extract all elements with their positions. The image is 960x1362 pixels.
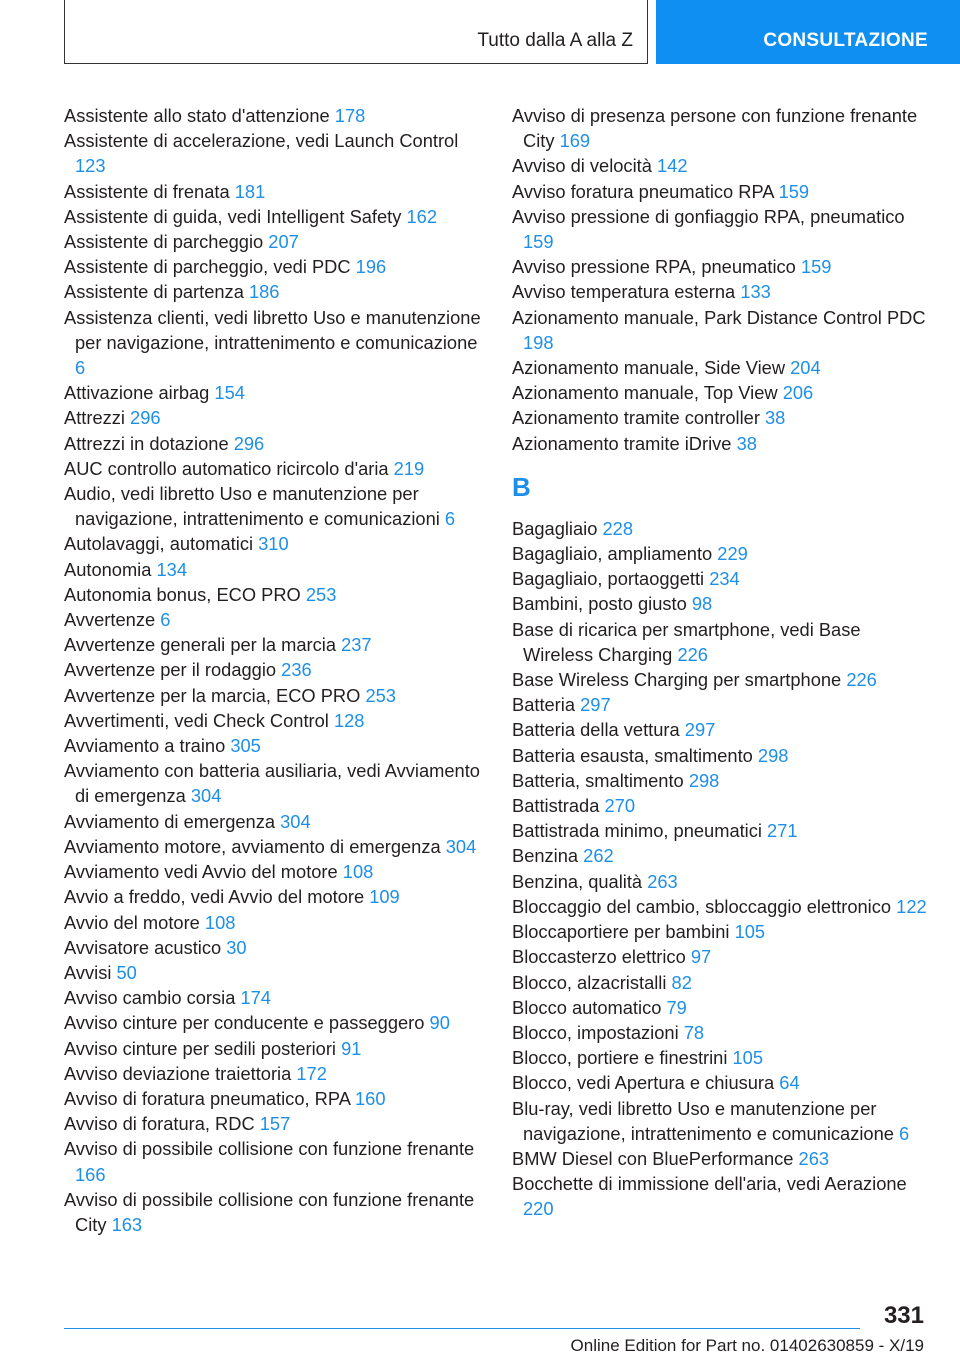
index-entry-page-link[interactable]: 142 — [656, 155, 688, 177]
index-entry-term: Assistente di parcheggio — [64, 231, 264, 253]
index-entry-page-link[interactable]: 298 — [757, 744, 789, 766]
index-entry-page-link[interactable]: 204 — [790, 357, 821, 379]
index-entry-term: AUC controllo automatico ricircolo d'aria — [64, 457, 389, 479]
index-entry — [512, 692, 932, 717]
index-entry — [64, 557, 484, 582]
index-entry-page-link[interactable]: 159 — [800, 256, 832, 278]
index-entry-page-link[interactable]: 304 — [190, 785, 222, 807]
index-entry — [64, 1036, 484, 1061]
index-entry-term: Blu-ray, vedi libretto Uso e manutenzione per navigazione, intrattenimento e comunicazione — [512, 1097, 894, 1144]
index-entry-term: Avvio a freddo, vedi Avvio del motore — [64, 886, 365, 908]
index-entry-page-link[interactable]: 6 — [160, 609, 171, 631]
index-entry-page-link[interactable]: 122 — [896, 895, 927, 917]
index-entry-term: Azionamento tramite iDrive — [512, 432, 732, 454]
index-entry — [512, 380, 932, 405]
index-entry — [64, 1136, 484, 1186]
index-entry-term: Blocco, vedi Apertura e chiusura — [512, 1072, 775, 1094]
index-entry-term: Autonomia — [64, 558, 152, 580]
index-entry — [512, 305, 932, 355]
index-entry — [512, 944, 932, 969]
index-entry — [64, 1111, 484, 1136]
index-entry — [64, 431, 484, 456]
index-entry-page-link[interactable]: 108 — [204, 911, 236, 933]
index-entry — [512, 818, 932, 843]
index-entry-page-link[interactable]: 166 — [75, 1163, 106, 1185]
index-entry — [512, 717, 932, 742]
index-entry — [512, 667, 932, 692]
index-entry-term: Attrezzi — [64, 407, 125, 429]
index-entry-term: Avviso cambio corsia — [64, 987, 236, 1009]
index-entry-page-link[interactable]: 263 — [647, 870, 678, 892]
index-entry-term: Benzina, qualità — [512, 870, 643, 892]
index-column-left — [64, 103, 484, 1237]
index-entry-term: Avvertenze — [64, 609, 156, 631]
index-group-b — [512, 516, 932, 1222]
index-entry-term: Blocco, portiere e finestrini — [512, 1047, 728, 1069]
index-entry-term: Batteria — [512, 694, 576, 716]
index-entry-term: Benzina — [512, 845, 579, 867]
index-entry-page-link[interactable]: 98 — [691, 593, 713, 615]
index-entry-term: Avviso di possibile collisione con funzione frenante City — [64, 1188, 475, 1235]
index-entry-term: Avviso temperatura esterna — [512, 281, 736, 303]
index-entry-page-link[interactable]: 79 — [666, 996, 687, 1018]
index-entry-page-link[interactable]: 234 — [709, 568, 740, 590]
index-entry — [512, 179, 932, 204]
index-entry-term: Avviso cinture per conducente e passeggero — [64, 1012, 425, 1034]
index-entry-term: Avviso di possibile collisione con funzione frenante — [64, 1138, 475, 1160]
index-entry-page-link[interactable]: 159 — [778, 180, 810, 202]
index-entry-term: Avviso di foratura pneumatico, RPA — [64, 1087, 350, 1109]
index-entry — [64, 481, 484, 531]
index-entry-page-link[interactable]: 134 — [156, 558, 188, 580]
index-entry — [64, 859, 484, 884]
index-entry-term: Batteria, smaltimento — [512, 769, 684, 791]
index-entry — [512, 103, 932, 153]
index-entry-term: Bloccasterzo elettrico — [512, 946, 686, 968]
index-entry — [512, 1146, 932, 1171]
index-entry-term: Bambini, posto giusto — [512, 593, 687, 615]
index-entry-page-link[interactable]: 253 — [305, 583, 337, 605]
index-entry-page-link[interactable]: 123 — [75, 155, 106, 177]
index-entry — [64, 758, 484, 808]
index-entry-term: Avviso deviazione traiettoria — [64, 1062, 292, 1084]
index-entry-page-link[interactable]: 159 — [523, 231, 554, 253]
index-entry-term: Avviamento di emergenza — [64, 810, 276, 832]
index-entry-term: Base di ricarica per smartphone, vedi Base Wireless Charging — [512, 618, 861, 665]
index-entry-term: Audio, vedi libretto Uso e manutenzione per navigazione, intrattenimento e comunicazioni — [64, 483, 440, 530]
index-entry — [512, 743, 932, 768]
index-entry-page-link[interactable]: 207 — [268, 231, 299, 253]
index-entry — [512, 566, 932, 591]
index-entry — [512, 355, 932, 380]
index-entry — [64, 935, 484, 960]
index-entry-page-link[interactable]: 228 — [602, 517, 633, 539]
index-entry — [512, 1171, 932, 1221]
index-entry-page-link[interactable]: 310 — [258, 533, 289, 555]
footer-rule — [64, 1328, 860, 1329]
index-entry — [512, 279, 932, 304]
index-entry — [64, 1086, 484, 1111]
index-entry-page-link[interactable]: 262 — [583, 845, 614, 867]
index-entry-page-link[interactable]: 133 — [740, 281, 771, 303]
index-entry-term: Bocchette di immissione dell'aria, vedi Aerazione — [512, 1173, 907, 1195]
index-entry-page-link[interactable]: 297 — [684, 719, 716, 741]
index-entry — [64, 103, 484, 128]
index-entry-term: Bloccaggio del cambio, sbloccaggio elettronico — [512, 895, 892, 917]
index-entry-term: Autonomia bonus, ECO PRO — [64, 583, 301, 605]
index-entry-page-link[interactable]: 297 — [580, 694, 611, 716]
index-entry-page-link[interactable]: 174 — [240, 987, 271, 1009]
index-entry — [512, 1096, 932, 1146]
index-entry — [64, 1187, 484, 1237]
index-entry-term: Assistente di guida, vedi Intelligent Safety — [64, 205, 402, 227]
index-entry-term: Assistente di accelerazione, vedi Launch Control — [64, 130, 459, 152]
index-entry-page-link[interactable]: 298 — [688, 769, 720, 791]
index-entry-page-link[interactable]: 181 — [234, 180, 266, 202]
index-entry-term: Avviso foratura pneumatico RPA — [512, 180, 774, 202]
index-entry-page-link[interactable]: 38 — [765, 407, 786, 429]
index-entry-page-link[interactable]: 157 — [259, 1113, 291, 1135]
index-entry-term: Avvio del motore — [64, 911, 200, 933]
index-entry-page-link[interactable]: 128 — [333, 709, 365, 731]
index-entry-term: Bagagliaio — [512, 517, 598, 539]
index-entry-page-link[interactable]: 236 — [281, 659, 312, 681]
index-entry-term: Batteria della vettura — [512, 719, 680, 741]
index-entry — [512, 541, 932, 566]
index-entry-page-link[interactable]: 105 — [734, 921, 766, 943]
index-entry-page-link[interactable]: 296 — [233, 432, 265, 454]
index-entry — [512, 970, 932, 995]
index-entry-page-link[interactable]: 6 — [75, 357, 86, 379]
index-entry-term: Assistente di frenata — [64, 180, 230, 202]
index-entry — [512, 431, 932, 456]
index-entry — [64, 683, 484, 708]
header-section-box — [64, 0, 648, 64]
index-entry-page-link[interactable]: 109 — [369, 886, 400, 908]
header-section-title: Tutto dalla A alla Z — [477, 30, 633, 51]
index-entry-term: Avvertenze generali per la marcia — [64, 634, 336, 656]
index-entry-page-link[interactable]: 6 — [899, 1122, 910, 1144]
index-entry-page-link[interactable]: 237 — [341, 634, 372, 656]
index-entry — [64, 179, 484, 204]
index-entry-page-link[interactable]: 304 — [445, 835, 477, 857]
index-entry-term: Battistrada minimo, pneumatici — [512, 820, 762, 842]
index-entry-page-link[interactable]: 304 — [280, 810, 311, 832]
index-entry — [64, 254, 484, 279]
index-entry-page-link[interactable]: 108 — [342, 861, 374, 883]
index-entry — [64, 632, 484, 657]
index-entry-term: Azionamento manuale, Park Distance Control PDC — [512, 306, 926, 328]
index-entry — [64, 607, 484, 632]
index-entry-term: Autolavaggi, automatici — [64, 533, 254, 555]
index-entry — [512, 204, 932, 254]
index-entry-term: Avvisi — [64, 961, 112, 983]
index-entry — [64, 405, 484, 430]
index-entry-term: Assistente di partenza — [64, 281, 244, 303]
index-entry-term: Azionamento manuale, Side View — [512, 357, 786, 379]
index-entry — [512, 1070, 932, 1095]
index-entry — [64, 305, 484, 381]
index-entry-page-link[interactable]: 263 — [798, 1147, 830, 1169]
index-entry-term: Assistente di parcheggio, vedi PDC — [64, 256, 351, 278]
index-entry-page-link[interactable]: 160 — [354, 1087, 386, 1109]
index-entry — [512, 591, 932, 616]
index-entry-term: Assistenza clienti, vedi libretto Uso e manutenzione per navigazione, intrattenimento e comunicazione — [64, 306, 481, 353]
index-entry-page-link[interactable]: 305 — [230, 735, 261, 757]
index-entry — [64, 809, 484, 834]
index-entry-page-link[interactable]: 154 — [214, 382, 245, 404]
index-entry-term: Avviso cinture per sedili posteriori — [64, 1037, 336, 1059]
index-entry — [64, 582, 484, 607]
index-entry — [512, 843, 932, 868]
index-entry — [512, 153, 932, 178]
footer-edition-text: Online Edition for Part no. 01402630859 - X/19 — [570, 1336, 924, 1355]
index-entry — [512, 1020, 932, 1045]
index-entry-term: Batteria esausta, smaltimento — [512, 744, 753, 766]
index-entry-term: Bloccaportiere per bambini — [512, 921, 730, 943]
index-entry — [64, 985, 484, 1010]
index-entry-term: Avvertenze per il rodaggio — [64, 659, 277, 681]
index-entry-page-link[interactable]: 270 — [604, 795, 635, 817]
index-entry — [512, 919, 932, 944]
index-entry-term: BMW Diesel con BluePerformance — [512, 1147, 794, 1169]
index-entry-term: Avvertimenti, vedi Check Control — [64, 709, 329, 731]
index-entry-page-link[interactable]: 169 — [559, 130, 591, 152]
index-entry — [512, 995, 932, 1020]
index-group-a-continued — [512, 103, 932, 456]
index-entry-term: Attrezzi in dotazione — [64, 432, 229, 454]
index-entry-page-link[interactable]: 229 — [717, 543, 748, 565]
index-entry — [512, 405, 932, 430]
index-entry-page-link[interactable]: 163 — [111, 1213, 143, 1235]
index-entry — [64, 204, 484, 229]
index-entry — [64, 229, 484, 254]
index-entry — [64, 531, 484, 556]
index-entry-term: Blocco, alzacristalli — [512, 971, 667, 993]
header-chapter-tab — [656, 0, 960, 64]
index-entry — [512, 1045, 932, 1070]
index-entry-page-link[interactable]: 296 — [130, 407, 161, 429]
index-entry — [64, 708, 484, 733]
index-entry-term: Avviso di velocità — [512, 155, 652, 177]
index-entry-page-link[interactable]: 172 — [296, 1062, 327, 1084]
index-entry-page-link[interactable]: 38 — [736, 432, 757, 454]
section-letter: B — [512, 471, 531, 502]
index-entry-term: Avviamento con batteria ausiliaria, vedi Avviamento di emergenza — [64, 760, 480, 807]
index-entry — [64, 1061, 484, 1086]
index-entry-page-link[interactable]: 64 — [779, 1072, 800, 1094]
page-number: 331 — [883, 1302, 924, 1329]
index-entry — [512, 793, 932, 818]
index-entry — [64, 910, 484, 935]
index-entry — [512, 869, 932, 894]
index-entry — [64, 279, 484, 304]
index-entry-page-link[interactable]: 162 — [406, 205, 438, 227]
index-entry-page-link[interactable]: 178 — [334, 105, 366, 126]
index-entry-term: Battistrada — [512, 795, 600, 817]
index-column-right — [512, 103, 932, 1222]
index-entry-term: Avvertenze per la marcia, ECO PRO — [64, 684, 361, 706]
index-entry-term: Bagagliaio, ampliamento — [512, 543, 713, 565]
index-entry-term: Avviso pressione di gonfiaggio RPA, pneumatico — [512, 205, 905, 227]
index-entry-term: Azionamento manuale, Top View — [512, 382, 778, 404]
index-entry-term: Bagagliaio, portaoggetti — [512, 568, 705, 590]
index-entry-page-link[interactable]: 91 — [341, 1037, 362, 1059]
index-entry — [512, 894, 932, 919]
index-entry — [512, 617, 932, 667]
index-entry-term: Avviamento vedi Avvio del motore — [64, 861, 338, 883]
index-entry-page-link[interactable]: 198 — [523, 331, 554, 353]
index-entry-term: Avviso pressione RPA, pneumatico — [512, 256, 796, 278]
index-entry-page-link[interactable]: 50 — [116, 961, 137, 983]
index-entry-page-link[interactable]: 6 — [444, 508, 456, 530]
index-entry — [64, 380, 484, 405]
index-entry — [512, 768, 932, 793]
index-entry-term: Attivazione airbag — [64, 382, 210, 404]
index-entry — [64, 884, 484, 909]
index-entry-page-link[interactable]: 90 — [429, 1012, 450, 1034]
index-entry-term: Avviso di foratura, RDC — [64, 1113, 255, 1135]
index-entry-page-link[interactable]: 186 — [248, 281, 280, 303]
index-entry-page-link[interactable]: 219 — [393, 457, 425, 479]
index-entry — [64, 1010, 484, 1035]
index-entry-term: Azionamento tramite controller — [512, 407, 760, 429]
index-entry-page-link[interactable]: 196 — [355, 256, 387, 278]
index-entry-page-link[interactable]: 226 — [846, 669, 877, 691]
index-entry-term: Blocco automatico — [512, 996, 662, 1018]
footer-edition — [0, 1336, 924, 1356]
index-entry-term: Avviamento motore, avviamento di emergenza — [64, 835, 441, 857]
index-entry-page-link[interactable]: 271 — [767, 820, 798, 842]
index-entry-term: Avviso di presenza persone con funzione frenante City — [512, 105, 918, 152]
index-entry — [64, 456, 484, 481]
index-entry-term: Assistente allo stato d'attenzione — [64, 105, 330, 126]
index-entry-page-link[interactable]: 253 — [365, 684, 396, 706]
index-entry — [64, 960, 484, 985]
index-entry — [64, 128, 484, 178]
index-entry-page-link[interactable]: 220 — [523, 1198, 554, 1220]
index-entry-page-link[interactable]: 226 — [677, 643, 708, 665]
index-entry — [64, 657, 484, 682]
index-entry-page-link[interactable]: 105 — [732, 1047, 764, 1069]
index-entry-term: Base Wireless Charging per smartphone — [512, 669, 842, 691]
index-entry-page-link[interactable]: 30 — [226, 936, 247, 958]
index-entry — [64, 733, 484, 758]
index-entry — [512, 254, 932, 279]
index-entry-term: Blocco, impostazioni — [512, 1021, 679, 1043]
index-entry-page-link[interactable]: 82 — [671, 971, 692, 993]
index-entry-term: Avvisatore acustico — [64, 936, 222, 958]
index-entry-page-link[interactable]: 97 — [690, 946, 712, 968]
index-entry-term: Avviamento a traino — [64, 735, 226, 757]
index-entry-page-link[interactable]: 206 — [782, 382, 814, 404]
index-entry-page-link[interactable]: 78 — [683, 1021, 705, 1043]
header-chapter-title: CONSULTAZIONE — [763, 30, 928, 51]
index-entry — [512, 516, 932, 541]
index-entry — [64, 834, 484, 859]
